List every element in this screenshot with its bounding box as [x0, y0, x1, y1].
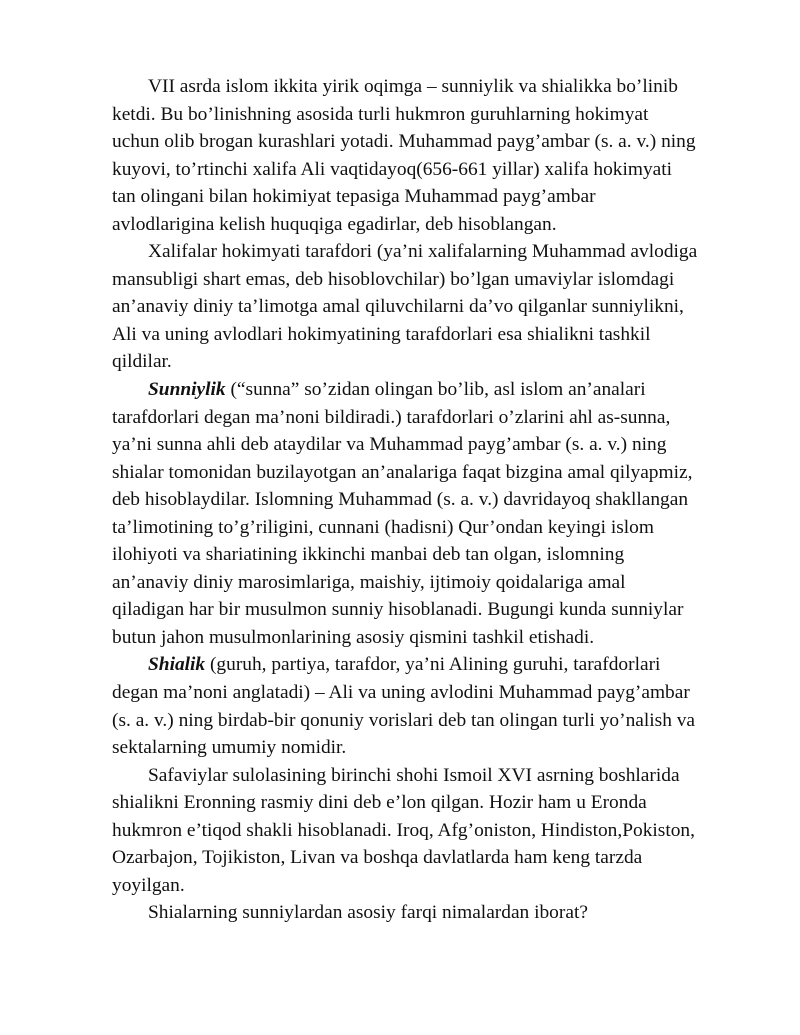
text-segment: degan ma’noni anglatadi) – Ali va uning avlodini Muhammad payg’ambar	[112, 682, 690, 704]
text-line	[112, 101, 762, 129]
text-segment: qildilar.	[112, 351, 172, 373]
text-line	[112, 734, 762, 762]
text-segment: mansubligi shart emas, deb hisoblovchilar) bo’lgan umaviylar islomdagi	[112, 268, 675, 290]
text-segment: avlodlarigina kelish huquqiga egadirlar, deb hisoblangan.	[112, 213, 557, 235]
text-segment: (“sunna” so’zidan olingan bo’lib, asl islom an’analari	[225, 379, 646, 401]
text-segment: ya’ni sunna ahli deb ataydilar va Muhammad payg’ambar (s. a. v.) ning	[112, 434, 667, 456]
text-segment: VII asrda islom ikkita yirik oqimga – sunniylik va shialikka bo’linib	[148, 76, 678, 97]
text-segment: ilohiyoti va shariatining ikkinchi manbai deb tan olgan, islomning	[112, 544, 625, 566]
term-heading: Shialik	[148, 654, 206, 676]
text-segment: Shialarning sunniylardan asosiy farqi nimalardan iborat?	[148, 902, 588, 924]
paragraph	[112, 651, 762, 761]
text-segment: ta’limotining to’g’riligini, cunnani (hadisni) Qur’ondan keyingi islom	[112, 516, 654, 538]
text-line	[112, 569, 762, 597]
text-segment: uchun olib brogan kurashlari yotadi. Muhammad payg’ambar (s. a. v.) ning	[112, 131, 696, 153]
text-segment: an’anaviy diniy ta’limotga amal qiluvchilarni da’vo qilganlar sunniylikni,	[112, 296, 684, 318]
text-line	[112, 211, 762, 239]
text-segment: kuyovi, to’rtinchi xalifa Ali vaqtidayoq(656-661 yillar) xalifa hokimyati	[112, 158, 673, 180]
text-segment: ketdi. Bu bo’linishning asosida turli hukmron guruhlarning hokimyat	[112, 103, 649, 125]
paragraph	[112, 73, 762, 238]
paragraph	[112, 238, 762, 376]
text-segment: Safaviylar sulolasining birinchi shohi Ismoil XVI asrning boshlarida	[148, 764, 680, 786]
text-line	[112, 459, 762, 487]
text-segment: shialar tomonidan buzilayotgan an’analariga faqat bizgina amal qilyapmiz,	[112, 461, 693, 483]
text-segment: an’anaviy diniy marosimlariga, maishiy, ijtimoiy qoidalariga amal	[112, 571, 626, 593]
text-line	[112, 899, 762, 927]
text-line	[112, 348, 762, 376]
text-segment: Xalifalar hokimyati tarafdori (ya’ni xalifalarning Muhammad avlodiga	[148, 241, 698, 263]
text-line	[112, 872, 762, 900]
text-line	[112, 376, 762, 404]
text-segment: deb hisoblaydilar. Islomning Muhammad (s. a. v.) davridayoq shakllangan	[112, 489, 689, 511]
text-line	[112, 183, 762, 211]
text-line	[112, 404, 762, 432]
text-line	[112, 431, 762, 459]
text-segment: Ozarbajon, Tojikiston, Livan va boshqa davlatlarda ham keng tarzda	[112, 847, 643, 869]
text-line	[112, 789, 762, 817]
text-segment: tan olingani bilan hokimiyat tepasiga Muhammad payg’ambar	[112, 186, 596, 208]
text-line	[112, 293, 762, 321]
text-line	[112, 266, 762, 294]
text-segment: (guruh, partiya, tarafdor, ya’ni Alining guruhi, tarafdorlari	[205, 654, 661, 676]
text-segment: shialikni Eronning rasmiy dini deb e’lon qilgan. Hozir ham u Eronda	[112, 792, 647, 814]
text-segment: sektalarning umumiy nomidir.	[112, 737, 347, 759]
text-line	[112, 762, 762, 790]
text-segment: (s. a. v.) ning birdab-bir qonuniy vorislari deb tan olingan turli yo’nalish va	[112, 709, 696, 731]
text-line	[112, 514, 762, 542]
document-body	[112, 73, 762, 927]
text-line	[112, 321, 762, 349]
text-line	[112, 817, 762, 845]
text-line	[112, 541, 762, 569]
text-line	[112, 624, 762, 652]
text-line	[112, 73, 762, 101]
text-line	[112, 238, 762, 266]
text-line	[112, 596, 762, 624]
text-segment: Ali va uning avlodlari hokimyatining tarafdorlari esa shialikni tashkil	[112, 323, 651, 345]
text-segment: tarafdorlari degan ma’noni bildiradi.) tarafdorlari o’zlarini ahl as-sunna,	[112, 406, 671, 428]
text-line	[112, 651, 762, 679]
text-line	[112, 486, 762, 514]
paragraph	[112, 899, 762, 927]
paragraph	[112, 376, 762, 651]
text-line	[112, 128, 762, 156]
text-line	[112, 844, 762, 872]
text-segment: qiladigan har bir musulmon sunniy hisoblanadi. Bugungi kunda sunniylar	[112, 599, 684, 621]
text-segment: butun jahon musulmonlarining asosiy qismini tashkil etishadi.	[112, 626, 595, 648]
text-segment: hukmron e’tiqod shakli hisoblanadi. Iroq, Afg’oniston, Hindiston,Pokiston,	[112, 819, 695, 841]
text-segment: yoyilgan.	[112, 874, 185, 896]
text-line	[112, 679, 762, 707]
paragraph	[112, 762, 762, 900]
text-line	[112, 156, 762, 184]
term-heading: Sunniylik	[148, 379, 226, 401]
text-line	[112, 707, 762, 735]
